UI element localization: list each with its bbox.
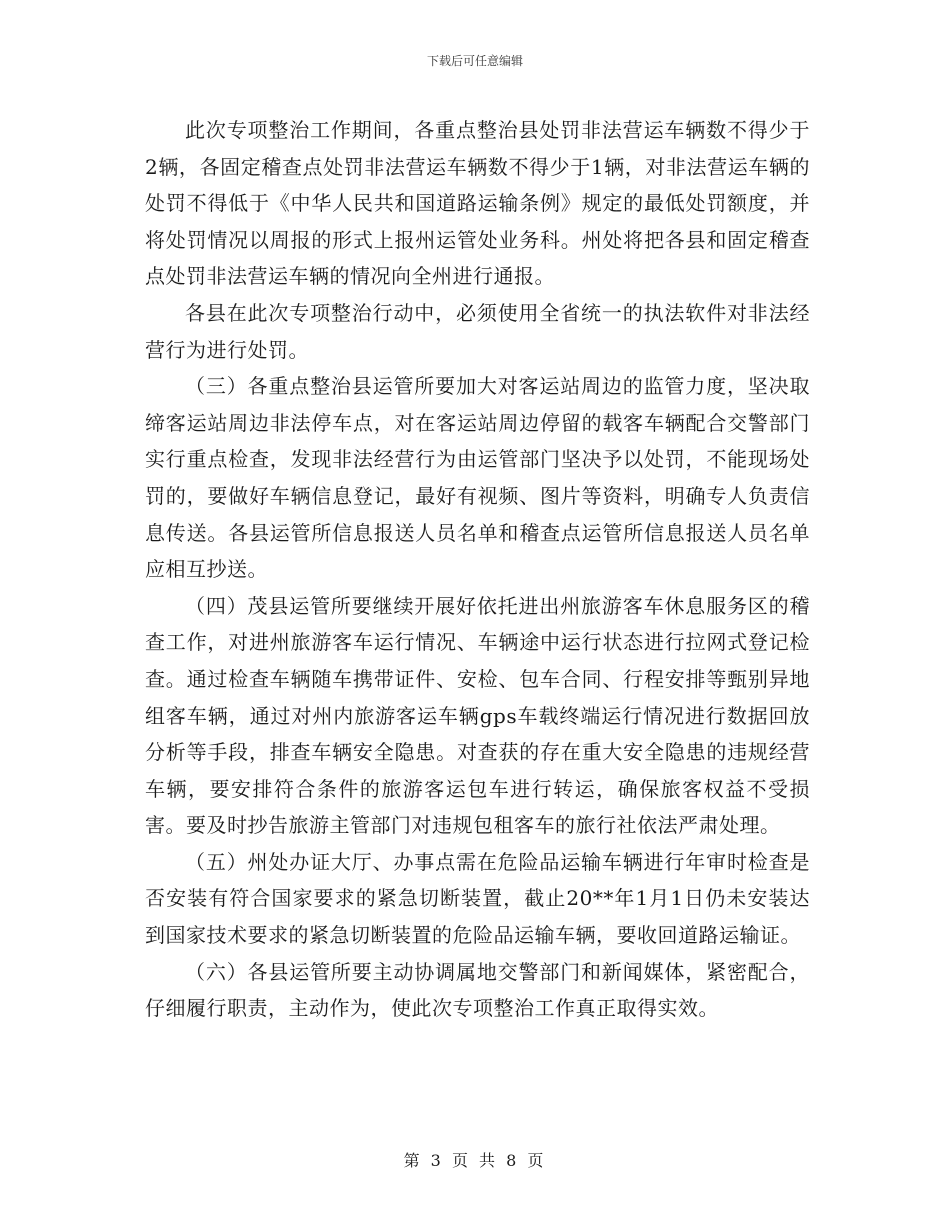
document-body	[145, 112, 810, 1027]
paragraph-6: （六）各县运管所要主动协调属地交警部门和新闻媒体，紧密配合，仔细履行职责，主动作为，使此次专项整治工作真正取得实效。	[145, 959, 810, 1021]
header-note: 下载后可任意编辑	[426, 54, 523, 68]
paragraph-5: （五）州处办证大厅、办事点需在危险品运输车辆进行年审时检查是否安装有符合国家要求的紧急切断装置，截止20**年1月1日仍未安装达到国家技术要求的紧急切断装置的危险品运输车辆，要收回道路运输证。	[145, 849, 810, 948]
paragraph-2: 各县在此次专项整治行动中，必须使用全省统一的执法软件对非法经营行为进行处罚。	[145, 300, 810, 362]
paragraph-1: 此次专项整治工作期间，各重点整治县处罚非法营运车辆数不得少于2辆，各固定稽查点处罚非法营运车辆数不得少于1辆，对非法营运车辆的处罚不得低于《中华人民共和国道路运输条例》规定的最低处罚额度，并将处罚情况以周报的形式上报州运管处业务科。州处将把各县和固定稽查点处罚非法营运车辆的情况向全州进行通报。	[145, 118, 810, 289]
paragraph-4: （四）茂县运管所要继续开展好依托进出州旅游客车休息服务区的稽查工作，对进州旅游客车运行情况、车辆途中运行状态进行拉网式登记检查。通过检查车辆随车携带证件、安检、包车合同、行程安排等甄别异地组客车辆，通过对州内旅游客运车辆gps车载终端运行情况进行数据回放分析等手段，排查车辆安全隐患。对查获的存在重大安全隐患的违规经营车辆，要安排符合条件的旅游客运包车进行转运，确保旅客权益不受损害。要及时抄告旅游主管部门对违规包租客车的旅行社依法严肃处理。	[145, 593, 810, 838]
page-number: 第 3 页 共 8 页	[403, 1151, 547, 1170]
paragraph-3: （三）各重点整治县运管所要加大对客运站周边的监管力度，坚决取缔客运站周边非法停车点，对在客运站周边停留的载客车辆配合交警部门实行重点检查，发现非法经营行为由运管部门坚决予以处罚，不能现场处罚的，要做好车辆信息登记，最好有视频、图片等资料，明确专人负责信息传送。各县运管所信息报送人员名单和稽查点运管所信息报送人员名单应相互抄送。	[145, 374, 810, 582]
